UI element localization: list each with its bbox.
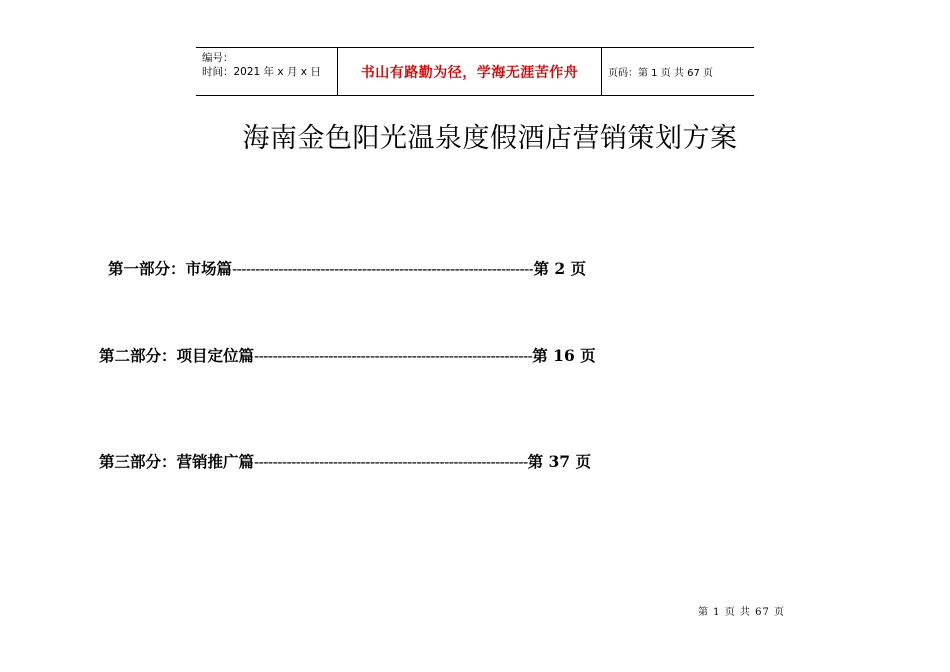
toc-entry-label: 第二部分：项目定位篇 [99, 346, 255, 365]
toc-entry-leader: ------------------------------------------------------------ [254, 347, 533, 365]
toc-entry-label: 第一部分：市场篇 [108, 259, 233, 278]
document-header-table [196, 47, 754, 96]
toc-entry-leader: ----------------------------------------------------------- [254, 453, 528, 471]
toc-entry-page: 第 2 页 [533, 259, 587, 278]
footer-page-indicator: 第 1 页 共 67 页 [698, 607, 785, 618]
toc-entry-positioning [99, 344, 596, 366]
header-page-code: 页码：第 1 页 共 67 页 [608, 68, 713, 79]
document-title: 海南金色阳光温泉度假酒店营销策划方案 [242, 123, 738, 154]
document-number-label: 编号： [202, 52, 234, 64]
header-motto: 书山有路勤为径，学海无涯苦作舟 [360, 64, 579, 81]
toc-entry-label: 第三部分：营销推广篇 [99, 452, 255, 471]
header-meta-cell [196, 48, 338, 95]
document-time-label: 时间：2021 年 x 月 x 日 [202, 66, 321, 78]
header-motto-cell [338, 48, 602, 95]
toc-entry-promotion [99, 450, 591, 472]
toc-entry-page: 第 16 页 [532, 346, 596, 365]
toc-entry-market [108, 257, 586, 279]
toc-entry-leader: ----------------------------------------------------------------- [232, 260, 534, 278]
toc-entry-page: 第 37 页 [527, 452, 591, 471]
header-page-cell [602, 48, 754, 95]
